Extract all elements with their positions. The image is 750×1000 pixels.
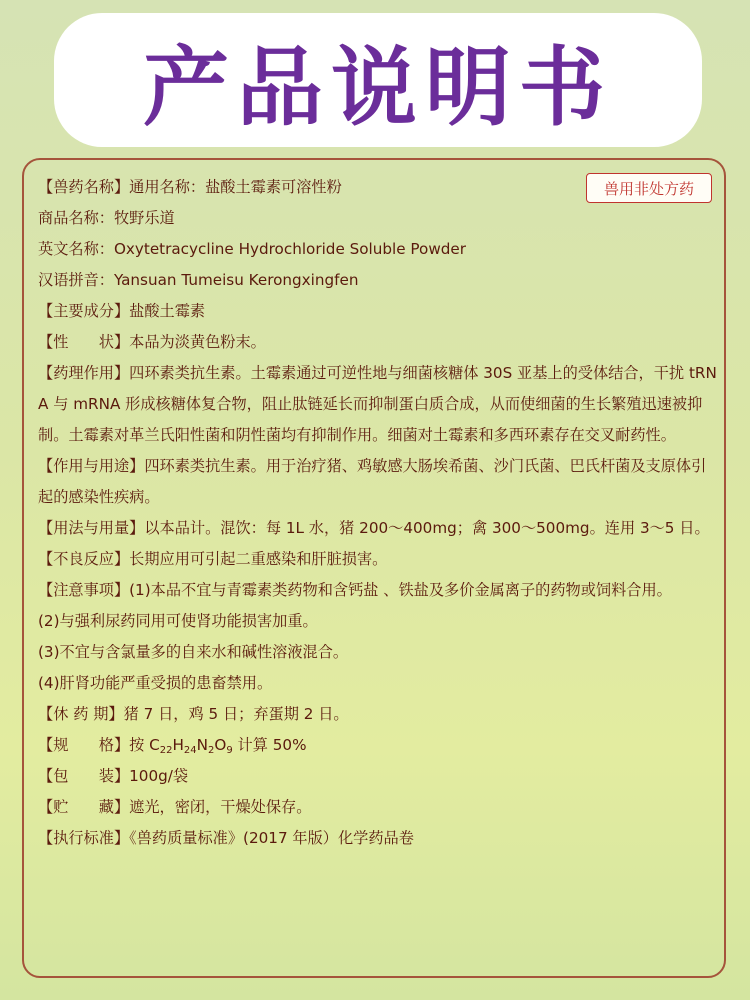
precaution-item: (2)与强利尿药同用可使肾功能损害加重。 bbox=[38, 612, 318, 630]
appearance-row: 【性 状】本品为淡黄色粉末。 bbox=[38, 333, 266, 351]
chemical-formula: $C_{22}H_{24}N_2O_9$ bbox=[149, 736, 233, 756]
specification-row bbox=[38, 730, 718, 761]
adverse-reactions-row: 【不良反应】长期应用可引起二重感染和肝脏损害。 bbox=[38, 550, 388, 568]
precautions-paragraph: 【注意事项】(1)本品不宜与青霉素类药物和含钙盐 、铁盐及多价金属离子的药物或饲料合用。 bbox=[38, 581, 672, 599]
standard-row: 【执行标准】《兽药质量标准》(2017 年版）化学药品卷 bbox=[38, 829, 414, 847]
specification-suffix: 计算 50% bbox=[232, 736, 307, 754]
specification-prefix: 【规 格】按 bbox=[38, 736, 150, 754]
main-ingredient-row: 【主要成分】盐酸土霉素 bbox=[38, 302, 206, 320]
pinyin-row: 汉语拼音：Yansuan Tumeisu Kerongxingfen bbox=[38, 271, 359, 289]
generic-name-row: 【兽药名称】通用名称：盐酸土霉素可溶性粉 bbox=[38, 178, 342, 196]
instructions-content bbox=[38, 172, 718, 854]
package-row: 【包 装】100g/袋 bbox=[38, 767, 189, 785]
storage-row: 【贮 藏】遮光，密闭，干燥处保存。 bbox=[38, 798, 312, 816]
indications-paragraph: 【作用与用途】四环素类抗生素。用于治疗猪、鸡敏感大肠埃希菌、沙门氏菌、巴氏杆菌及支原体引起的感染性疾病。 bbox=[38, 457, 707, 506]
precaution-item: (4)肝肾功能严重受损的患畜禁用。 bbox=[38, 674, 273, 692]
trade-name-row: 商品名称：牧野乐道 bbox=[38, 209, 175, 227]
english-name-row: 英文名称：Oxytetracycline Hydrochloride Soluble Powder bbox=[38, 240, 466, 258]
withdrawal-period-row: 【休 药 期】猪 7 日，鸡 5 日；弃蛋期 2 日。 bbox=[38, 705, 349, 723]
title-banner bbox=[54, 13, 702, 147]
dosage-paragraph: 【用法与用量】以本品计。混饮：每 1L 水，猪 200～400mg；禽 300～500mg。连用 3～5 日。 bbox=[38, 519, 710, 537]
pharmacology-paragraph: 【药理作用】四环素类抗生素。土霉素通过可逆性地与细菌核糖体 30S 亚基上的受体结合，干扰 tRNA 与 mRNA 形成核糖体复合物，阻止肽链延长而抑制蛋白质合成，从而使细菌的生长繁殖迅速被抑制。土霉素对革兰氏阳性菌和阴性菌均有抑制作用。细菌对土霉素和多西环素存在交叉耐药性。 bbox=[38, 364, 717, 444]
otc-veterinary-badge: 兽用非处方药 bbox=[586, 173, 712, 203]
page-title: 产品说明书 bbox=[143, 38, 613, 138]
precaution-item: (3)不宜与含氯量多的自来水和碱性溶液混合。 bbox=[38, 643, 349, 661]
